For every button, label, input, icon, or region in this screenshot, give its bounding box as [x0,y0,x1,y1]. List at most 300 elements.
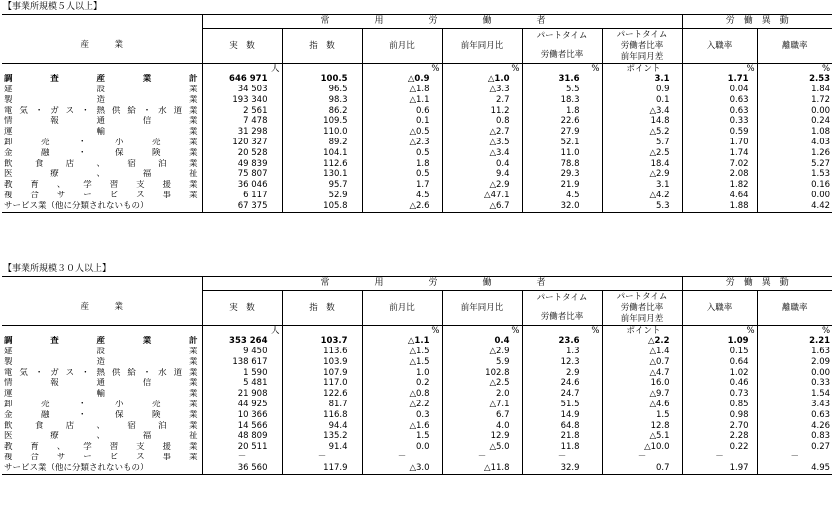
cell-mom: 0.0 [362,442,442,453]
cell-sep: 0.27 [757,442,832,453]
cell-ptd: △2.5 [602,148,682,159]
cell-pt: 11.8 [522,442,602,453]
cell-yoy: 11.2 [442,106,522,117]
table-row [2,421,832,432]
table-row [2,336,832,347]
unit-index [282,326,362,337]
table-row [2,201,832,212]
header-parttime-ratio-line1: パートタイム [536,31,588,41]
cell-mom: 1.5 [362,431,442,442]
cell-count: 2 561 [202,106,282,117]
unit-blank [2,64,202,75]
industry-name: 運輸業 [4,388,198,399]
cell-yoy: 0.8 [442,116,522,127]
cell-sep: 2.53 [757,74,832,85]
cell-index: 109.5 [282,116,362,127]
cell-index: 94.4 [282,421,362,432]
cell-index: 95.7 [282,180,362,191]
cell-ptd: △10.0 [602,442,682,453]
cell-pt: 12.3 [522,357,602,368]
cell-hire: 0.15 [682,347,757,358]
cell-index: 113.6 [282,347,362,358]
header-yoy: 前年同月比 [442,29,522,64]
cell-count: 193 340 [202,95,282,106]
industry-name: 調査産業計 [4,336,198,346]
cell-sep: 0.33 [757,378,832,389]
cell-ptd: 18.4 [602,159,682,170]
cell-mom: △1.6 [362,421,442,432]
cell-index: 130.1 [282,169,362,180]
cell-sep: 1.26 [757,148,832,159]
unit-pt: % [522,64,602,75]
cell-count: 353 264 [202,336,282,347]
cell-count: 44 925 [202,400,282,411]
header-parttime-diff-line2: 労働者比率 [620,40,664,51]
cell-pt: 24.7 [522,389,602,400]
cell-count: 10 366 [202,410,282,421]
cell-hire: 0.63 [682,95,757,106]
cell-sep: － [757,453,832,464]
cell-ptd: 3.1 [602,74,682,85]
stats-table-5plus [2,14,832,213]
unit-yoy: % [442,326,522,337]
unit-ptd: ポイント [602,64,682,75]
cell-hire: 0.85 [682,400,757,411]
cell-yoy: 102.8 [442,368,522,379]
header-parttime-diff-line2: 労働者比率 [620,302,664,313]
cell-pt: 27.9 [522,127,602,138]
table-row [2,357,832,368]
industry-name: 医療、福祉 [4,431,198,442]
unit-hire: % [682,64,757,75]
header-parttime-ratio-line1: パートタイム [536,293,588,303]
cell-sep: 4.03 [757,138,832,149]
cell-hire: 0.22 [682,442,757,453]
cell-pt: 4.5 [522,191,602,202]
cell-index: 81.7 [282,400,362,411]
header-parttime-diff-line3: 前年同月差 [620,51,664,62]
cell-mom: 0.5 [362,148,442,159]
cell-count: 34 503 [202,85,282,96]
cell-mom: 1.0 [362,368,442,379]
header-group-turnover: 労 働 異 動 [682,15,832,29]
cell-hire: 0.63 [682,106,757,117]
cell-count: 67 375 [202,201,282,212]
cell-index: 91.4 [282,442,362,453]
cell-pt: 24.6 [522,378,602,389]
cell-count: 646 971 [202,74,282,85]
header-parttime-diff-line1: パートタイム [616,291,668,302]
cell-index: 89.2 [282,138,362,149]
table-row [2,148,832,159]
industry-name: 運輸業 [4,126,198,137]
cell-yoy: 4.0 [442,421,522,432]
table-row [2,431,832,442]
cell-sep: 2.09 [757,357,832,368]
unit-count: 人 [202,64,282,75]
cell-index: 110.0 [282,127,362,138]
unit-sep: % [757,64,832,75]
header-industry: 産 業 [80,40,123,51]
cell-mom: △1.5 [362,357,442,368]
cell-hire: 7.02 [682,159,757,170]
header-parttime-diff [602,29,682,64]
header-count: 実 数 [202,291,282,326]
cell-yoy: － [442,453,522,464]
cell-ptd: 16.0 [602,378,682,389]
cell-index: 100.5 [282,74,362,85]
cell-pt: 21.9 [522,180,602,191]
cell-ptd: △5.2 [602,127,682,138]
cell-hire: 0.73 [682,389,757,400]
table-row [2,442,832,453]
header-blank [2,15,202,29]
cell-sep: 4.42 [757,201,832,212]
cell-ptd: － [602,453,682,464]
cell-ptd: △0.7 [602,357,682,368]
cell-ptd: △3.4 [602,106,682,117]
cell-ptd: 5.7 [602,138,682,149]
cell-mom: △1.8 [362,85,442,96]
cell-pt: 32.9 [522,463,602,474]
cell-sep: 5.27 [757,159,832,170]
table-row [2,106,832,117]
cell-pt: 21.8 [522,431,602,442]
header-group-employees: 常 用 労 働 者 [202,15,682,29]
cell-yoy: △6.7 [442,201,522,212]
table-row [2,347,832,358]
header-hire-rate: 入職率 [682,29,757,64]
cell-count: 1 590 [202,368,282,379]
unit-mom: % [362,64,442,75]
cell-count: 75 807 [202,169,282,180]
cell-index: 103.7 [282,336,362,347]
unit-mom: % [362,326,442,337]
cell-sep: 0.00 [757,191,832,202]
cell-sep: 1.72 [757,95,832,106]
cell-hire: 4.64 [682,191,757,202]
cell-hire: 1.97 [682,463,757,474]
cell-index: 112.6 [282,159,362,170]
cell-count: 20 528 [202,148,282,159]
industry-name: 建設業 [4,346,198,357]
cell-sep: 0.83 [757,431,832,442]
cell-index: 116.8 [282,410,362,421]
cell-pt: 52.1 [522,138,602,149]
cell-mom: △2.6 [362,201,442,212]
industry-name: 電気・ガス・熱供給・水道業 [4,105,198,116]
cell-mom: △0.5 [362,127,442,138]
header-hire-rate: 入職率 [682,291,757,326]
header-parttime-diff [602,291,682,326]
cell-sep: 1.84 [757,85,832,96]
table-row [2,138,832,149]
industry-name: 建設業 [4,84,198,95]
cell-hire: 2.70 [682,421,757,432]
cell-sep: 0.16 [757,180,832,191]
cell-hire: 1.82 [682,180,757,191]
cell-ptd: △2.2 [602,336,682,347]
table-row [2,463,832,474]
cell-index: 117.0 [282,378,362,389]
cell-yoy: △3.3 [442,85,522,96]
cell-yoy: 2.7 [442,95,522,106]
cell-hire: 2.08 [682,169,757,180]
cell-ptd: 0.7 [602,463,682,474]
cell-yoy: △2.9 [442,347,522,358]
cell-count: 36 560 [202,463,282,474]
cell-count: 48 809 [202,431,282,442]
table-row [2,368,832,379]
cell-count: 5 481 [202,378,282,389]
cell-ptd: △4.7 [602,368,682,379]
cell-mom: △2.3 [362,138,442,149]
industry-name: 複合サービス事業 [4,452,198,463]
cell-pt: 32.0 [522,201,602,212]
cell-hire: － [682,453,757,464]
header-parttime-ratio-line2: 労働者比率 [540,50,584,60]
table-row [2,180,832,191]
cell-sep: 4.95 [757,463,832,474]
table-row [2,169,832,180]
industry-name: 情報通信業 [4,378,198,389]
cell-sep: 0.00 [757,368,832,379]
cell-yoy: 5.9 [442,357,522,368]
cell-index: － [282,453,362,464]
cell-sep: 1.53 [757,169,832,180]
cell-count: 36 046 [202,180,282,191]
cell-count: 14 566 [202,421,282,432]
cell-hire: 1.70 [682,138,757,149]
header-blank [2,277,202,291]
cell-pt: 23.6 [522,336,602,347]
cell-mom: 0.2 [362,378,442,389]
industry-name: 製造業 [4,357,198,367]
cell-mom: － [362,453,442,464]
industry-name: 製造業 [4,95,198,105]
cell-mom: △3.0 [362,463,442,474]
cell-hire: 2.28 [682,431,757,442]
cell-index: 103.9 [282,357,362,368]
cell-hire: 1.02 [682,368,757,379]
cell-pt: 14.9 [522,410,602,421]
cell-count: 6 117 [202,191,282,202]
industry-name: 調査産業計 [4,74,198,84]
cell-count: 120 327 [202,138,282,149]
unit-yoy: % [442,64,522,75]
cell-sep: 1.54 [757,389,832,400]
cell-pt: 18.3 [522,95,602,106]
industry-name: 医療、福祉 [4,169,198,180]
cell-pt: 78.8 [522,159,602,170]
cell-sep: 0.00 [757,106,832,117]
cell-ptd: △9.7 [602,389,682,400]
cell-index: 104.1 [282,148,362,159]
cell-pt: 5.5 [522,85,602,96]
cell-hire: 0.33 [682,116,757,127]
cell-mom: 0.6 [362,106,442,117]
industry-name: 卸売・小売業 [4,137,198,148]
cell-ptd: △1.4 [602,347,682,358]
cell-mom: △1.5 [362,347,442,358]
cell-ptd: 12.8 [602,421,682,432]
industry-name: 飲食店、宿泊業 [4,158,198,169]
cell-yoy: △5.0 [442,442,522,453]
cell-ptd: △2.9 [602,169,682,180]
unit-index [282,64,362,75]
cell-mom: △0.9 [362,74,442,85]
section-title-30plus: 【事業所規模３０人以上】 [3,264,112,274]
cell-mom: △1.1 [362,95,442,106]
industry-name: サービス業（他に分類されないもの） [2,463,202,474]
table-row [2,378,832,389]
industry-name: 卸売・小売業 [4,399,198,410]
cell-pt: 31.6 [522,74,602,85]
cell-yoy: 0.4 [442,159,522,170]
cell-yoy: 2.0 [442,389,522,400]
cell-yoy: △11.8 [442,463,522,474]
cell-yoy: 0.4 [442,336,522,347]
cell-pt: 11.0 [522,148,602,159]
cell-sep: 2.21 [757,336,832,347]
header-separation-rate: 離職率 [757,29,832,64]
industry-name: 金融・保険業 [4,148,198,158]
cell-ptd: 5.3 [602,201,682,212]
cell-ptd: △4.6 [602,400,682,411]
cell-yoy: △2.5 [442,378,522,389]
cell-index: 105.8 [282,201,362,212]
unit-blank [2,326,202,337]
cell-index: 135.2 [282,431,362,442]
industry-name: サービス業（他に分類されないもの） [2,201,202,212]
cell-ptd: △5.1 [602,431,682,442]
cell-index: 117.9 [282,463,362,474]
cell-mom: △2.2 [362,400,442,411]
cell-ptd: 0.9 [602,85,682,96]
cell-hire: 1.09 [682,336,757,347]
cell-index: 107.9 [282,368,362,379]
table-row [2,410,832,421]
cell-sep: 4.26 [757,421,832,432]
header-index: 指 数 [282,29,362,64]
cell-mom: 0.3 [362,410,442,421]
header-yoy: 前年同月比 [442,291,522,326]
cell-ptd: 0.1 [602,95,682,106]
table-row [2,400,832,411]
cell-mom: △0.8 [362,389,442,400]
cell-count: 9 450 [202,347,282,358]
cell-hire: 0.46 [682,378,757,389]
cell-hire: 0.04 [682,85,757,96]
cell-ptd: 14.8 [602,116,682,127]
cell-pt: － [522,453,602,464]
cell-count: 138 617 [202,357,282,368]
cell-sep: 3.43 [757,400,832,411]
cell-ptd: 3.1 [602,180,682,191]
unit-ptd: ポイント [602,326,682,337]
cell-count: － [202,453,282,464]
cell-pt: 64.8 [522,421,602,432]
cell-pt: 2.9 [522,368,602,379]
table-row [2,453,832,464]
table-row [2,191,832,202]
cell-index: 52.9 [282,191,362,202]
industry-name: 教育、学習支援業 [4,179,198,190]
header-parttime-ratio [522,29,602,64]
header-mom: 前月比 [362,291,442,326]
cell-sep: 0.24 [757,116,832,127]
header-parttime-ratio-line2: 労働者比率 [540,312,584,322]
table-row [2,95,832,106]
header-industry: 産 業 [80,302,123,313]
unit-sep: % [757,326,832,337]
header-index: 指 数 [282,291,362,326]
cell-yoy: △2.9 [442,180,522,191]
cell-index: 96.5 [282,85,362,96]
cell-pt: 29.3 [522,169,602,180]
industry-name: 飲食店、宿泊業 [4,420,198,431]
unit-hire: % [682,326,757,337]
cell-hire: 1.88 [682,201,757,212]
cell-yoy: △1.0 [442,74,522,85]
header-parttime-ratio [522,291,602,326]
cell-sep: 0.63 [757,410,832,421]
cell-count: 7 478 [202,116,282,127]
header-separation-rate: 離職率 [757,291,832,326]
table-row [2,389,832,400]
cell-pt: 1.8 [522,106,602,117]
cell-mom: 0.1 [362,116,442,127]
header-group-turnover: 労 働 異 動 [682,277,832,291]
cell-mom: 0.5 [362,169,442,180]
cell-mom: 1.8 [362,159,442,170]
cell-count: 20 511 [202,442,282,453]
cell-count: 49 839 [202,159,282,170]
cell-mom: 4.5 [362,191,442,202]
cell-count: 31 298 [202,127,282,138]
cell-hire: 1.74 [682,148,757,159]
cell-pt: 22.6 [522,116,602,127]
cell-mom: 1.7 [362,180,442,191]
industry-name: 金融・保険業 [4,410,198,420]
cell-hire: 0.59 [682,127,757,138]
header-parttime-diff-line3: 前年同月差 [620,313,664,324]
cell-yoy: △7.1 [442,400,522,411]
cell-yoy: 9.4 [442,169,522,180]
cell-hire: 0.98 [682,410,757,421]
header-group-employees: 常 用 労 働 者 [202,277,682,291]
header-count: 実 数 [202,29,282,64]
industry-name: 電気・ガス・熱供給・水道業 [4,367,198,378]
cell-sep: 1.63 [757,347,832,358]
cell-pt: 1.3 [522,347,602,358]
stats-table-30plus [2,276,832,475]
cell-index: 98.3 [282,95,362,106]
industry-name: 情報通信業 [4,116,198,127]
cell-yoy: △3.4 [442,148,522,159]
unit-pt: % [522,326,602,337]
cell-yoy: 6.7 [442,410,522,421]
cell-hire: 1.71 [682,74,757,85]
table-row [2,127,832,138]
cell-ptd: 1.5 [602,410,682,421]
industry-name: 教育、学習支援業 [4,441,198,452]
header-mom: 前月比 [362,29,442,64]
cell-yoy: 12.9 [442,431,522,442]
industry-name: 複合サービス事業 [4,190,198,201]
cell-sep: 1.08 [757,127,832,138]
table-row [2,74,832,85]
